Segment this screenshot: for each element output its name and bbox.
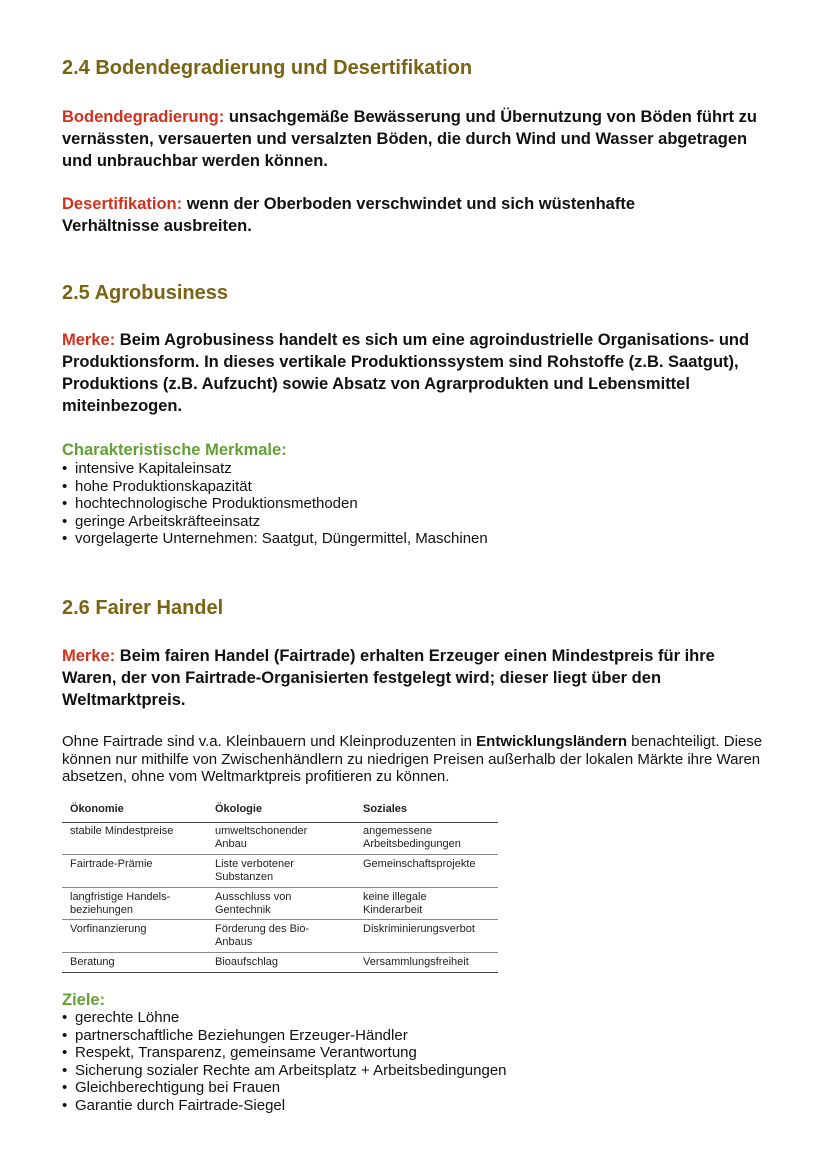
term-desertifikation: Desertifikation: — [62, 195, 183, 213]
definition-bodendegradierung: unsachgemäße Bewässerung und Übernutzung von Böden führt zu vernässten, versauerten und versalzten Böden, die durch Wind und Wasser abgetragen und unbrauchbar werden können. — [62, 108, 757, 170]
table-row — [62, 953, 498, 973]
list-item: • intensive Kapitaleinsatz — [62, 460, 488, 478]
table-cell: Förderung des Bio-Anbaus — [215, 923, 310, 948]
intro-text-before: Ohne Fairtrade sind v.a. Kleinbauern und Kleinproduzenten in — [62, 733, 477, 750]
heading-2-4: 2.4 Bodendegradierung und Desertifikation — [62, 57, 473, 79]
merke-text: Beim Agrobusiness handelt es sich um eine agroindustrielle Organisations- und Produktionsform. In dieses vertikale Produktionssystem sind Rohstoffe (z.B. Saatgut), Produktions (z.B. Aufzucht) sowie Absatz von Agrarprodukten und Lebensmittel miteinbezogen. — [62, 331, 750, 415]
heading-2-6: 2.6 Fairer Handel — [62, 597, 224, 619]
table-header-cell: Ökonomie — [70, 803, 124, 815]
table-cell: Fairtrade-Prämie — [70, 858, 153, 870]
list-item: • hohe Produktionskapazität — [62, 478, 488, 496]
list-item: • vorgelagerte Unternehmen: Saatgut, Düngermittel, Maschinen — [62, 530, 488, 548]
table-cell: stabile Mindestpreise — [70, 825, 174, 837]
table-cell: Beratung — [70, 956, 115, 968]
merke-label: Merke: — [62, 331, 116, 349]
table-cell: keine illegale Kinderarbeit — [363, 891, 427, 916]
table-cell: Ausschluss von Gentechnik — [215, 891, 292, 916]
list-item: • Respekt, Transparenz, gemeinsame Verantwortung — [62, 1044, 507, 1062]
intro-bold-term: Entwicklungsländern — [476, 733, 628, 750]
table-cell: Gemeinschaftsprojekte — [363, 858, 476, 870]
list-item: • geringe Arbeitskräfteeinsatz — [62, 513, 488, 531]
heading-2-5: 2.5 Agrobusiness — [62, 282, 228, 304]
list-item: • partnerschaftliche Beziehungen Erzeuger-Händler — [62, 1027, 507, 1045]
fairtrade-table — [62, 803, 498, 973]
table-row — [62, 823, 498, 855]
list-item: • Gleichberechtigung bei Frauen — [62, 1079, 507, 1097]
merke-label: Merke: — [62, 647, 116, 665]
merke-text: Beim fairen Handel (Fairtrade) erhalten Erzeuger einen Mindestpreis für ihre Waren, der von Fairtrade-Organisierten festgelegt wird; dieser liegt über den Weltmarktpreis. — [62, 647, 715, 709]
table-cell: Bioaufschlag — [215, 956, 278, 968]
table-header-cell: Ökologie — [215, 803, 263, 815]
list-item: • Garantie durch Fairtrade-Siegel — [62, 1097, 507, 1115]
table-row — [62, 888, 498, 920]
list-item: • hochtechnologische Produktionsmethoden — [62, 495, 488, 513]
list-item: • Sicherung sozialer Rechte am Arbeitsplatz + Arbeitsbedingungen — [62, 1062, 507, 1080]
table-cell: Diskriminierungsverbot — [363, 923, 475, 935]
table-cell: Liste verbotener Substanzen — [215, 858, 294, 883]
merke-fairtrade — [62, 645, 772, 711]
table-row — [62, 855, 498, 888]
definition-desertifikation: wenn der Oberboden verschwindet und sich wüstenhafte Verhältnisse ausbreiten. — [62, 195, 636, 235]
merkmale-heading: Charakteristische Merkmale: — [62, 441, 287, 459]
paragraph-desertifikation — [62, 193, 722, 237]
table-header-cell: Soziales — [363, 803, 408, 815]
table-cell: angemessene Arbeitsbedingungen — [363, 825, 461, 850]
term-bodendegradierung: Bodendegradierung: — [62, 108, 225, 126]
ziele-heading: Ziele: — [62, 991, 106, 1009]
table-header-row — [62, 803, 498, 823]
table-cell: Versammlungsfreiheit — [363, 956, 469, 968]
intro-paragraph — [62, 733, 774, 786]
table-cell: umweltschonender Anbau — [215, 825, 308, 850]
merkmale-list — [62, 460, 488, 548]
table-cell: langfristige Handels-beziehungen — [70, 891, 171, 916]
list-item: • gerechte Löhne — [62, 1009, 507, 1027]
intro-text-after: benachteiligt. Diese können nur mithilfe von Zwischenhändlern zu niedrigen Preisen außerhalb der lokalen Märkte ihre Waren absetzen, ohne vom Weltmarktpreis profitieren zu können. — [62, 733, 763, 785]
table-row — [62, 920, 498, 953]
merke-agrobusiness — [62, 329, 768, 417]
paragraph-bodendegradierung — [62, 106, 762, 172]
ziele-list — [62, 1009, 507, 1115]
table-cell: Vorfinanzierung — [70, 923, 147, 935]
